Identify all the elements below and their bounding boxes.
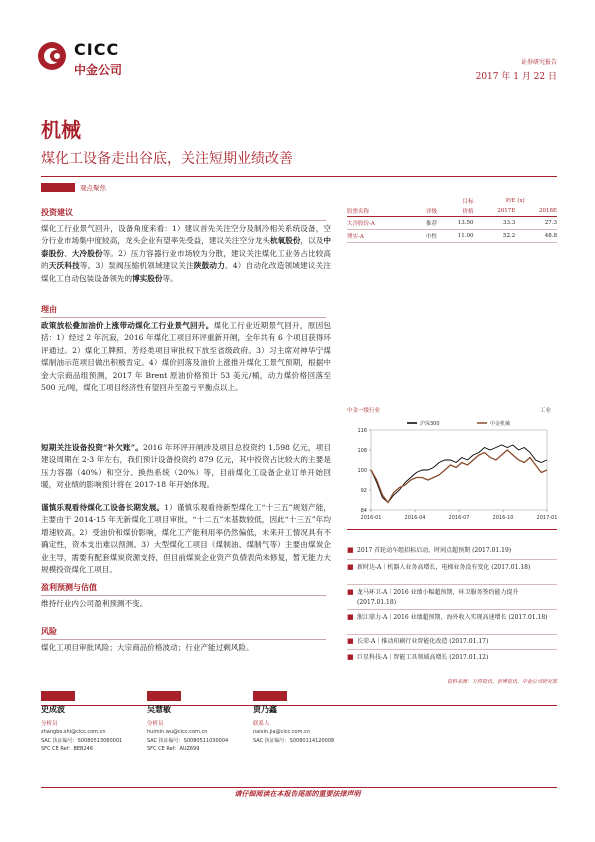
news-item[interactable]: ■ 龙马环卫-A｜2016 业绩小幅超预期，环卫服务签约能力提升 (2017.01.18) [347,588,519,606]
bullet-icon: ■ [347,613,354,621]
bullet-icon: ■ [347,546,354,554]
x-tick-label: 2016-01 [360,515,382,521]
analyst-sac: SAC 执证编号：S0080511030004 [147,738,229,744]
news-divider [347,584,557,585]
reason-paragraph-1: 政策放松叠加油价上涨带动煤化工行业景气回升。煤化工行业近期景气回升，原因包括：1）经过 2 年沉寂，2016 年煤化工项目环评重新开闸，全年共有 6 个项目获得环评通过。2）煤化工牌照、芳烃类项目审批权下放至省级政府。3）习主席对神华宁煤煤制油示范项目做出积极肯定。4）煤价回落及油价上涨推升煤化工景气预期，根据中金大宗商品组预测，2017 年 Brent 原油价格预计 53 美元/桶，动力煤价格回落至 500 元/吨，煤化工项目经济性有望回升至盈亏平衡点以上。 [41,321,332,393]
risk-paragraph: 煤化工项目审批风险；大宗商品价格波动；行业产能过剩风险。 [41,643,254,652]
invest-paragraph: 煤化工行业景气回升，设备角度来看：1）建议首先关注空分及制冷相关系统设备，空分行业市场集中度较高，龙头企业有望率先受益，建议关注空分龙头杭氧股份，以及中泰股份、大冷股份等。2）压力容器行业市场较为分散，建议关注煤化工业务占比较高的天沃科技等。3）泵阀压缩机领域建议关注陕鼓动力。4）自动化改造领域建议关注煤化工自动包装设备领先的博实股份等。 [41,224,332,283]
chart-divider [347,529,557,530]
chart-title: 中金一级行业 [347,408,381,414]
valuation-table [347,196,557,243]
report-type: 证券研究报告 [520,59,557,66]
analyst-name: 贾乃鑫 [253,704,277,714]
x-tick-label: 2017-01 [536,515,557,521]
analyst-email[interactable]: huimin.wu@cicc.com.cn [147,729,208,735]
x-tick-label: 2016-04 [404,515,426,521]
sector-title: 机械 [41,118,81,142]
stock-name: 大冷股份 [71,248,103,258]
analyst-marker [253,691,287,701]
x-tick-label: 2016-10 [492,515,514,521]
performance-chart [347,416,557,526]
col-stock: 股票名称 [347,209,370,215]
plot-frame [371,430,547,510]
news-divider [347,559,557,560]
analyst-role: 分析员 [147,721,164,727]
col-target: 目标 [462,199,474,205]
table-row: 博实-A 中性 11.00 52.2 48.8 [347,230,557,243]
section-divider [41,317,326,318]
legal-notice: 请仔细阅读在本报告尾部的重要法律声明 [234,789,361,798]
analyst-name: 史成波 [41,704,65,714]
news-divider [347,634,557,635]
section-heading-reason: 理由 [41,304,57,314]
analyst-name: 吴慧敏 [147,704,171,714]
data-source-note: 资料来源：万得资讯、彭博资讯、中金公司研究部 [446,679,557,685]
y-tick-label: 108 [357,448,367,454]
col-price: 价格 [462,209,474,215]
analyst-sac: SAC 执证编号：S0080114120008 [253,738,335,744]
table-row: 大冷股份-A 推荐 13.50 33.3 27.3 [347,217,557,230]
news-item[interactable]: ■ 长荣-A｜推动印刷行业智能化改造 (2017.01.17) [347,637,489,645]
legend-label: 中金机械 [490,421,511,427]
report-title: 煤化工设备走出谷底，关注短期业绩改善 [41,151,293,167]
title-divider [41,176,557,177]
bullet-icon: ■ [347,653,354,661]
series-line-2 [371,450,547,503]
report-date: 2017 年 1 月 22 日 [475,72,557,82]
stock-name: 陕鼓动力 [193,261,225,271]
analyst-sfc: SFC CE Ref：BEB246 [41,746,94,752]
series-line-1 [371,445,547,503]
analyst-sfc: SFC CE Ref：AUZ699 [147,746,200,752]
section-divider [41,595,326,596]
section-divider [41,639,326,640]
analyst-email[interactable]: naixin.jia@cicc.com.cn [253,729,310,735]
bullet-icon: ■ [347,563,354,571]
brand-en: CICC [74,40,120,59]
col-2018e: 2018E [538,208,557,214]
analyst-marker [147,691,181,701]
col-2017e: 2017E [497,208,516,214]
y-tick-label: 100 [357,468,367,474]
news-item[interactable]: ■ 巨星科技-A｜智能工具领域高增长 (2017.01.12) [347,653,489,661]
legend-label: 沪深300 [420,421,440,427]
forecast-paragraph: 维持行业内公司盈利预测不变。 [41,599,148,608]
news-item[interactable]: ■ 浙江鼎力-A｜2016 业绩超预期，海外收入实现高速增长 (2017.01.18) [347,613,548,621]
news-divider [347,649,557,650]
y-tick-label: 116 [357,428,367,434]
news-divider [347,609,557,610]
cicc-logo-icon [37,41,67,71]
news-item[interactable]: ■ 2017 首轮动车组招标启动，时间点超预期 (2017.01.19) [347,546,512,554]
analyst-role: 联系人 [253,721,270,727]
section-heading-invest: 投资建议 [41,207,73,217]
report-tag: 观点聚焦 [80,184,106,192]
footer-divider [41,787,557,788]
analyst-sac: SAC 执证编号：S0080513080001 [41,738,123,744]
stock-name: 天沃科技 [48,261,80,271]
reason-paragraph-3: 谨慎乐观看待煤化工设备长期发展。1）谨慎乐观看待新型煤化工“十三五”规划产能，主要由于 2014-15 年无新煤化工项目审批，“十二五”末基数较低，因此“十三五”年均增速较高。2）受油价和煤价影响，煤化工产能利用率仍然偏低，未来开工情况具有不确定性，资本支出难以预测。3）大型煤化工项目（煤制油、煤制气等）主要由煤炭企业主导，需要有配套煤炭资源支持，但目前煤炭企业资产负债表尚未修复，暂无能力大规模投资煤化工项目。 [41,503,332,575]
tag-block [41,183,75,192]
section-heading-risk: 风险 [41,626,57,636]
stock-name: 博实股份 [132,273,163,283]
y-tick-label: 84 [360,508,367,514]
section-heading-forecast: 盈利预测与估值 [41,582,97,592]
chart-unit: 工业 [540,408,552,414]
stock-name: 中泰股份 [41,236,332,258]
brand-cn: 中金公司 [74,63,123,77]
y-tick-label: 92 [360,488,367,494]
analyst-marker [41,691,75,701]
bullet-icon: ■ [347,588,354,596]
analyst-divider [41,705,557,706]
col-rating: 评级 [426,209,438,215]
stock-name: 杭氧股份 [269,236,301,246]
section-divider [41,220,326,221]
reason-paragraph-2: 短期关注设备投资“补欠账”。2016 年环评开闸涉及项目总投资约 1,598 亿元，项目建设周期在 2-3 年左右，我们预计设备投资约 879 亿元，其中投资占比较大的主要是压力容器（40%）和空分、换热系统（20%）等，目前煤化工设备企业订单开始回暖，对业绩的影响预计将在 2017-18 年开始体现。 [41,443,332,490]
col-pe: P/E (x) [505,198,525,204]
news-item[interactable]: ■ 新时达-A｜机器人业务高增长，电梯业务没有变化 (2017.01.18) [347,563,531,571]
analyst-role: 分析员 [41,721,58,727]
analyst-email[interactable]: zhangbo.shi@cicc.com.cn [41,729,106,735]
bullet-icon: ■ [347,637,354,645]
x-tick-label: 2016-07 [448,515,470,521]
